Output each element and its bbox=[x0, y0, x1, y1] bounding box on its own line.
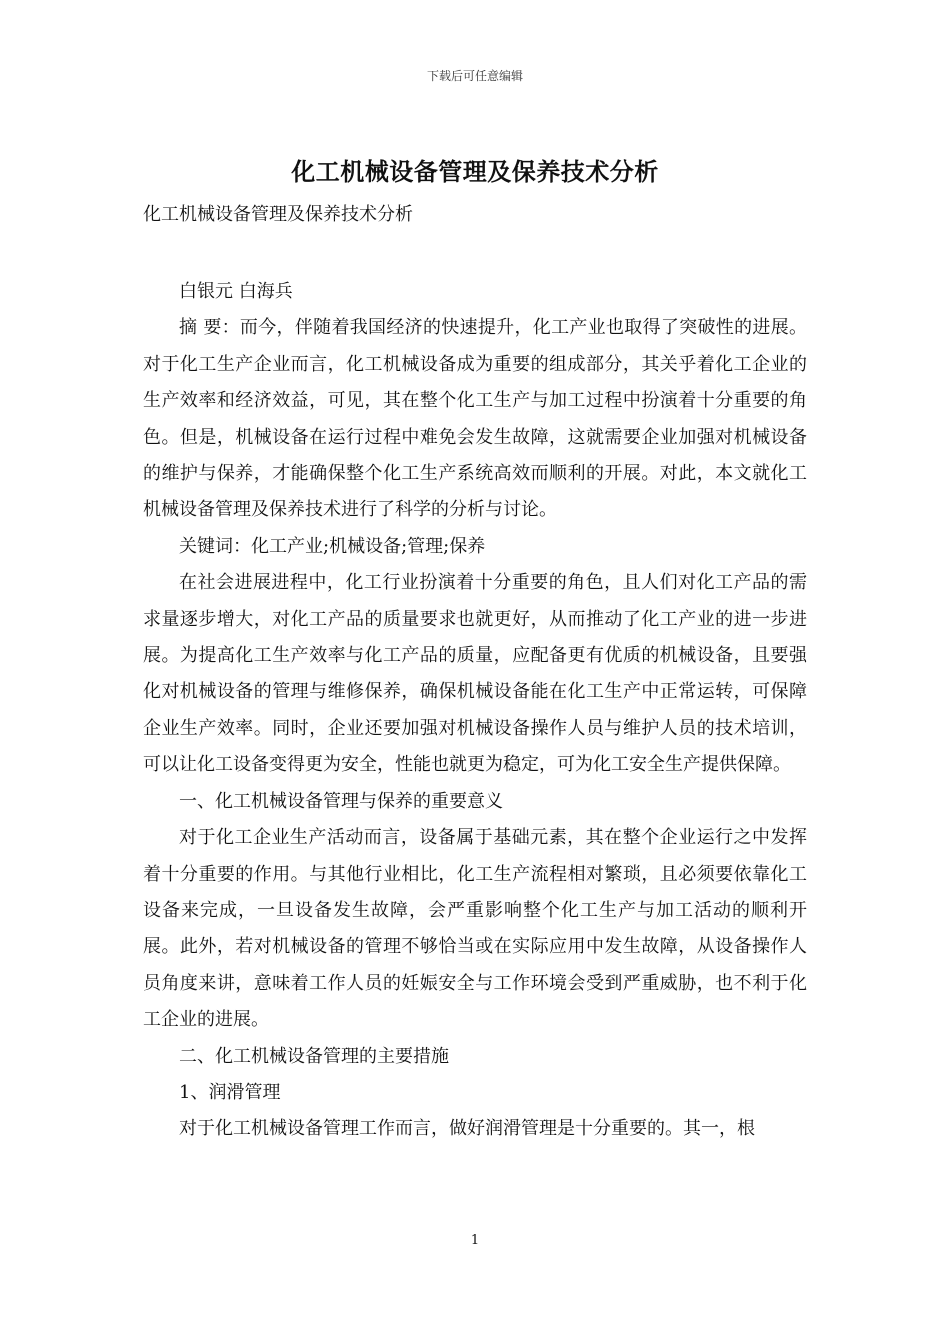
header-note: 下载后可任意编辑 bbox=[426, 69, 523, 83]
authors: 白银元 白海兵 bbox=[179, 281, 293, 302]
document-body bbox=[143, 274, 807, 1148]
section-1-paragraph: 对于化工企业生产活动而言，设备属于基础元素，其在整个企业运行之中发挥着十分重要的作用。与其他行业相比，化工生产流程相对繁琐，且必须要依靠化工设备来完成，一旦设备发生故障，会严重影响整个化工生产与加工活动的顺利开展。此外，若对机械设备的管理不够恰当或在实际应用中发生故障，从设备操作人员角度来讲，意味着工作人员的妊娠安全与工作环境会受到严重威胁，也不利于化工企业的进展。 bbox=[143, 827, 807, 1031]
intro-paragraph: 在社会进展进程中，化工行业扮演着十分重要的角色，且人们对化工产品的需求量逐步增大，对化工产品的质量要求也就更好，从而推动了化工产业的进一步进展。为提高化工生产效率与化工产品的质量，应配备更有优质的机械设备，且要强化对机械设备的管理与维修保养，确保机械设备能在化工生产中正常运转，可保障企业生产效率。同时，企业还要加强对机械设备操作人员与维护人员的技术培训，可以让化工设备变得更为安全，性能也就更为稳定，可为化工安全生产提供保障。 bbox=[143, 572, 807, 776]
subsection-heading-1: 1、润滑管理 bbox=[179, 1081, 281, 1103]
page-number: 1 bbox=[470, 1233, 480, 1248]
document-title: 化工机械设备管理及保养技术分析 bbox=[291, 157, 659, 186]
section-heading-2: 二、化工机械设备管理的主要措施 bbox=[179, 1045, 449, 1067]
abstract-paragraph: 摘 要：而今，伴随着我国经济的快速提升，化工产业也取得了突破性的进展。对于化工生产企业而言，化工机械设备成为重要的组成部分，其关乎着化工企业的生产效率和经济效益，可见，其在整个化工生产与加工过程中扮演着十分重要的角色。但是，机械设备在运行过程中难免会发生故障，这就需要企业加强对机械设备的维护与保养，才能确保整个化工生产系统高效而顺利的开展。对此，本文就化工机械设备管理及保养技术进行了科学的分析与讨论。 bbox=[143, 317, 807, 521]
keywords: 关键词：化工产业;机械设备;管理;保养 bbox=[179, 535, 486, 557]
section-heading-1: 一、化工机械设备管理与保养的重要意义 bbox=[179, 790, 503, 812]
document-subtitle: 化工机械设备管理及保养技术分析 bbox=[143, 204, 413, 225]
subsection-1-paragraph: 对于化工机械设备管理工作而言，做好润滑管理是十分重要的。其一，根 bbox=[179, 1118, 755, 1140]
